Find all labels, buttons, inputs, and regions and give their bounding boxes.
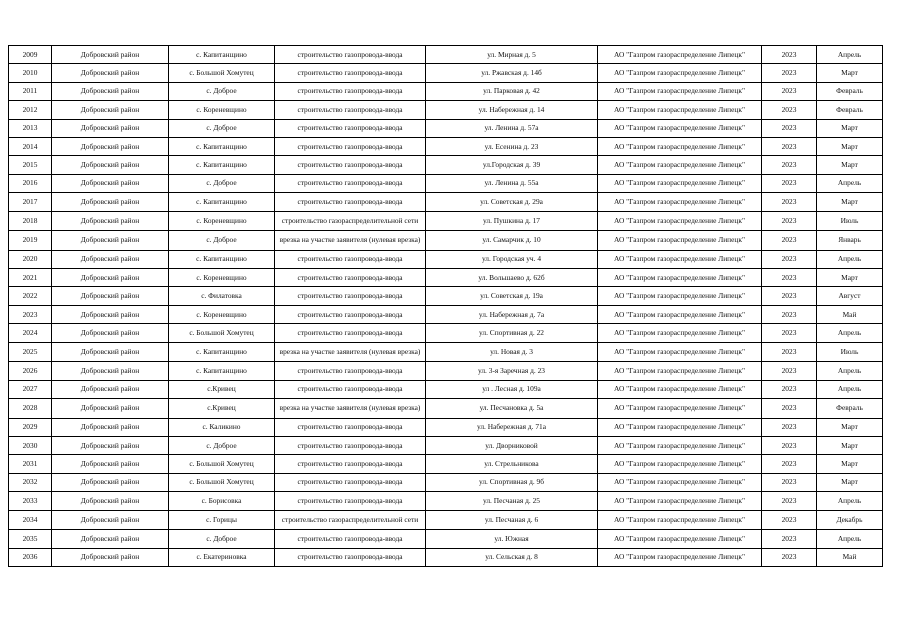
cell-village: с. Капитанщино (169, 342, 275, 362)
cell-work-type: строительство газопровода-ввода (275, 492, 426, 510)
cell-organization: АО "Газпром газораспределение Липецк" (598, 46, 762, 64)
table-row (9, 324, 883, 342)
cell-organization: АО "Газпром газораспределение Липецк" (598, 101, 762, 119)
cell-district: Добровский район (52, 305, 169, 323)
cell-month: Март (817, 119, 883, 137)
cell-organization: АО "Газпром газораспределение Липецк" (598, 324, 762, 342)
cell-month: Июль (817, 211, 883, 231)
cell-year: 2023 (762, 548, 817, 566)
cell-organization: АО "Газпром газораспределение Липецк" (598, 193, 762, 211)
document-page (8, 45, 882, 567)
cell-number: 2019 (9, 231, 52, 251)
cell-village: с. Доброе (169, 437, 275, 455)
cell-month: Апрель (817, 362, 883, 380)
cell-address: ул.Городская д. 39 (426, 156, 598, 174)
cell-month: Август (817, 287, 883, 305)
cell-year: 2023 (762, 437, 817, 455)
cell-number: 2022 (9, 287, 52, 305)
cell-district: Добровский район (52, 530, 169, 548)
table-row (9, 269, 883, 287)
cell-month: Март (817, 455, 883, 473)
cell-address: ул. Спортивная д. 9б (426, 473, 598, 491)
cell-work-type: врезка на участке заявителя (нулевая врезка) (275, 399, 426, 419)
cell-year: 2023 (762, 305, 817, 323)
cell-number: 2029 (9, 418, 52, 436)
cell-address: ул. Песчаная д. 25 (426, 492, 598, 510)
cell-work-type: строительство газопровода-ввода (275, 101, 426, 119)
cell-number: 2030 (9, 437, 52, 455)
cell-number: 2024 (9, 324, 52, 342)
cell-address: ул. Набережная д. 14 (426, 101, 598, 119)
cell-month: Апрель (817, 492, 883, 510)
cell-district: Добровский район (52, 231, 169, 251)
cell-work-type: строительство газораспределительной сети (275, 211, 426, 231)
cell-work-type: строительство газопровода-ввода (275, 137, 426, 155)
table-row (9, 437, 883, 455)
cell-year: 2023 (762, 64, 817, 82)
cell-village: с. Кореневщино (169, 101, 275, 119)
cell-month: Март (817, 473, 883, 491)
table-row (9, 362, 883, 380)
cell-village: с. Кореневщино (169, 305, 275, 323)
cell-organization: АО "Газпром газораспределение Липецк" (598, 437, 762, 455)
cell-village: с. Капитанщино (169, 250, 275, 268)
cell-number: 2031 (9, 455, 52, 473)
cell-district: Добровский район (52, 380, 169, 398)
cell-month: Март (817, 437, 883, 455)
cell-number: 2016 (9, 174, 52, 192)
table-row (9, 211, 883, 231)
cell-number: 2023 (9, 305, 52, 323)
cell-village: с. Доброе (169, 119, 275, 137)
cell-organization: АО "Газпром газораспределение Липецк" (598, 530, 762, 548)
cell-address: ул. Спортивная д. 22 (426, 324, 598, 342)
cell-district: Добровский район (52, 250, 169, 268)
cell-year: 2023 (762, 380, 817, 398)
cell-district: Добровский район (52, 437, 169, 455)
cell-year: 2023 (762, 137, 817, 155)
cell-address: ул. Сельская д. 8 (426, 548, 598, 566)
table-row (9, 530, 883, 548)
cell-work-type: строительство газопровода-ввода (275, 305, 426, 323)
table-row (9, 510, 883, 530)
cell-number: 2027 (9, 380, 52, 398)
cell-village: с. Большой Хомутец (169, 324, 275, 342)
cell-year: 2023 (762, 510, 817, 530)
cell-work-type: строительство газопровода-ввода (275, 269, 426, 287)
table-row (9, 492, 883, 510)
cell-district: Добровский район (52, 510, 169, 530)
cell-village: с. Капитанщино (169, 137, 275, 155)
cell-year: 2023 (762, 156, 817, 174)
cell-number: 2013 (9, 119, 52, 137)
table-row (9, 399, 883, 419)
cell-district: Добровский район (52, 82, 169, 100)
cell-district: Добровский район (52, 418, 169, 436)
cell-month: Декабрь (817, 510, 883, 530)
table-row (9, 156, 883, 174)
table-row (9, 473, 883, 491)
cell-district: Добровский район (52, 492, 169, 510)
cell-address: ул. Советская д. 19а (426, 287, 598, 305)
cell-district: Добровский район (52, 473, 169, 491)
cell-district: Добровский район (52, 342, 169, 362)
cell-organization: АО "Газпром газораспределение Липецк" (598, 342, 762, 362)
cell-year: 2023 (762, 211, 817, 231)
cell-work-type: строительство газопровода-ввода (275, 362, 426, 380)
cell-year: 2023 (762, 455, 817, 473)
cell-month: Май (817, 548, 883, 566)
cell-number: 2018 (9, 211, 52, 231)
gas-connection-table (8, 45, 883, 567)
cell-year: 2023 (762, 193, 817, 211)
cell-month: Март (817, 269, 883, 287)
cell-organization: АО "Газпром газораспределение Липецк" (598, 510, 762, 530)
cell-month: Апрель (817, 46, 883, 64)
cell-address: ул. Ленина д. 55а (426, 174, 598, 192)
cell-district: Добровский район (52, 46, 169, 64)
cell-number: 2009 (9, 46, 52, 64)
cell-number: 2034 (9, 510, 52, 530)
cell-year: 2023 (762, 82, 817, 100)
cell-address: ул. Парковая д. 42 (426, 82, 598, 100)
cell-month: Март (817, 193, 883, 211)
cell-number: 2020 (9, 250, 52, 268)
cell-village: с. Большой Хомутец (169, 473, 275, 491)
cell-village: с. Кореневщино (169, 269, 275, 287)
cell-village: с. Доброе (169, 174, 275, 192)
cell-organization: АО "Газпром газораспределение Липецк" (598, 211, 762, 231)
cell-number: 2026 (9, 362, 52, 380)
cell-month: Апрель (817, 174, 883, 192)
cell-village: с. Капитанщино (169, 193, 275, 211)
cell-address: ул. Южная (426, 530, 598, 548)
table-row (9, 287, 883, 305)
cell-organization: АО "Газпром газораспределение Липецк" (598, 305, 762, 323)
cell-address: ул. Песчановка д. 5а (426, 399, 598, 419)
cell-address: ул. Стрельникова (426, 455, 598, 473)
cell-address: ул. Мирная д. 5 (426, 46, 598, 64)
cell-district: Добровский район (52, 399, 169, 419)
cell-village: с.Кривец (169, 380, 275, 398)
table-row (9, 250, 883, 268)
table-row (9, 305, 883, 323)
cell-village: с. Капитанщино (169, 156, 275, 174)
cell-organization: АО "Газпром газораспределение Липецк" (598, 64, 762, 82)
cell-organization: АО "Газпром газораспределение Липецк" (598, 380, 762, 398)
table-row (9, 193, 883, 211)
cell-work-type: строительство газопровода-ввода (275, 548, 426, 566)
cell-year: 2023 (762, 101, 817, 119)
cell-address: ул. Набережная д. 7а (426, 305, 598, 323)
cell-village: с. Доброе (169, 82, 275, 100)
cell-organization: АО "Газпром газораспределение Липецк" (598, 137, 762, 155)
cell-work-type: строительство газораспределительной сети (275, 510, 426, 530)
cell-year: 2023 (762, 492, 817, 510)
table-body (9, 46, 883, 567)
cell-organization: АО "Газпром газораспределение Липецк" (598, 399, 762, 419)
cell-district: Добровский район (52, 137, 169, 155)
cell-number: 2032 (9, 473, 52, 491)
cell-year: 2023 (762, 250, 817, 268)
cell-address: ул. Песчаная д. 6 (426, 510, 598, 530)
cell-district: Добровский район (52, 455, 169, 473)
cell-address: ул. Есенина д. 23 (426, 137, 598, 155)
cell-work-type: строительство газопровода-ввода (275, 193, 426, 211)
cell-work-type: строительство газопровода-ввода (275, 174, 426, 192)
cell-number: 2021 (9, 269, 52, 287)
cell-month: Апрель (817, 250, 883, 268)
cell-month: Февраль (817, 399, 883, 419)
table-row (9, 174, 883, 192)
cell-village: с. Капитанщино (169, 46, 275, 64)
cell-address: ул. Ленина д. 57а (426, 119, 598, 137)
cell-year: 2023 (762, 418, 817, 436)
cell-work-type: строительство газопровода-ввода (275, 119, 426, 137)
cell-year: 2023 (762, 399, 817, 419)
cell-work-type: строительство газопровода-ввода (275, 418, 426, 436)
table-row (9, 231, 883, 251)
cell-village: с. Большой Хомутец (169, 64, 275, 82)
cell-month: Апрель (817, 380, 883, 398)
cell-work-type: строительство газопровода-ввода (275, 82, 426, 100)
cell-organization: АО "Газпром газораспределение Липецк" (598, 455, 762, 473)
cell-village: с. Борисовка (169, 492, 275, 510)
cell-month: Март (817, 156, 883, 174)
cell-address: ул. Дворниковой (426, 437, 598, 455)
cell-address: ул . Лесная д. 109а (426, 380, 598, 398)
cell-work-type: врезка на участке заявителя (нулевая врезка) (275, 231, 426, 251)
table-row (9, 137, 883, 155)
cell-organization: АО "Газпром газораспределение Липецк" (598, 362, 762, 380)
cell-number: 2036 (9, 548, 52, 566)
cell-address: ул. Ржавская д. 14б (426, 64, 598, 82)
cell-address: ул. Вольшаево д. 62б (426, 269, 598, 287)
cell-district: Добровский район (52, 324, 169, 342)
cell-month: Февраль (817, 82, 883, 100)
cell-month: Май (817, 305, 883, 323)
cell-year: 2023 (762, 119, 817, 137)
cell-village: с. Екатериновка (169, 548, 275, 566)
table-row (9, 82, 883, 100)
table-row (9, 46, 883, 64)
cell-year: 2023 (762, 46, 817, 64)
cell-month: Январь (817, 231, 883, 251)
cell-work-type: строительство газопровода-ввода (275, 324, 426, 342)
cell-number: 2025 (9, 342, 52, 362)
cell-month: Апрель (817, 530, 883, 548)
cell-district: Добровский район (52, 119, 169, 137)
cell-work-type: строительство газопровода-ввода (275, 530, 426, 548)
cell-address: ул. Пушкина д. 17 (426, 211, 598, 231)
cell-district: Добровский район (52, 64, 169, 82)
cell-month: Февраль (817, 101, 883, 119)
cell-organization: АО "Газпром газораспределение Липецк" (598, 82, 762, 100)
cell-village: с. Доброе (169, 231, 275, 251)
cell-number: 2015 (9, 156, 52, 174)
cell-village: с. Доброе (169, 530, 275, 548)
cell-work-type: строительство газопровода-ввода (275, 250, 426, 268)
cell-month: Март (817, 64, 883, 82)
cell-work-type: врезка на участке заявителя (нулевая врезка) (275, 342, 426, 362)
cell-village: с.Кривец (169, 399, 275, 419)
cell-address: ул. Набережная д. 71а (426, 418, 598, 436)
cell-number: 2033 (9, 492, 52, 510)
cell-district: Добровский район (52, 362, 169, 380)
cell-number: 2011 (9, 82, 52, 100)
cell-village: с. Филатовка (169, 287, 275, 305)
table-row (9, 548, 883, 566)
cell-district: Добровский район (52, 101, 169, 119)
cell-month: Март (817, 137, 883, 155)
table-row (9, 455, 883, 473)
cell-work-type: строительство газопровода-ввода (275, 380, 426, 398)
cell-organization: АО "Газпром газораспределение Липецк" (598, 231, 762, 251)
cell-district: Добровский район (52, 548, 169, 566)
cell-district: Добровский район (52, 156, 169, 174)
cell-address: ул. 3-я Заречная д. 23 (426, 362, 598, 380)
cell-number: 2035 (9, 530, 52, 548)
cell-year: 2023 (762, 530, 817, 548)
cell-work-type: строительство газопровода-ввода (275, 46, 426, 64)
cell-organization: АО "Газпром газораспределение Липецк" (598, 548, 762, 566)
cell-year: 2023 (762, 324, 817, 342)
cell-organization: АО "Газпром газораспределение Липецк" (598, 418, 762, 436)
cell-organization: АО "Газпром газораспределение Липецк" (598, 174, 762, 192)
table-row (9, 380, 883, 398)
cell-work-type: строительство газопровода-ввода (275, 437, 426, 455)
cell-year: 2023 (762, 269, 817, 287)
cell-district: Добровский район (52, 193, 169, 211)
cell-district: Добровский район (52, 287, 169, 305)
cell-organization: АО "Газпром газораспределение Липецк" (598, 250, 762, 268)
cell-number: 2010 (9, 64, 52, 82)
cell-month: Июль (817, 342, 883, 362)
cell-address: ул. Самарчик д. 10 (426, 231, 598, 251)
cell-organization: АО "Газпром газораспределение Липецк" (598, 156, 762, 174)
cell-address: ул. Советская д. 29а (426, 193, 598, 211)
cell-organization: АО "Газпром газораспределение Липецк" (598, 269, 762, 287)
table-row (9, 119, 883, 137)
cell-work-type: строительство газопровода-ввода (275, 156, 426, 174)
cell-organization: АО "Газпром газораспределение Липецк" (598, 287, 762, 305)
cell-district: Добровский район (52, 174, 169, 192)
cell-organization: АО "Газпром газораспределение Липецк" (598, 473, 762, 491)
cell-month: Апрель (817, 324, 883, 342)
table-row (9, 418, 883, 436)
cell-village: с. Кореневщино (169, 211, 275, 231)
cell-number: 2028 (9, 399, 52, 419)
cell-month: Март (817, 418, 883, 436)
cell-village: с. Горицы (169, 510, 275, 530)
cell-work-type: строительство газопровода-ввода (275, 473, 426, 491)
table-row (9, 101, 883, 119)
cell-work-type: строительство газопровода-ввода (275, 287, 426, 305)
cell-address: ул. Городская уч. 4 (426, 250, 598, 268)
cell-district: Добровский район (52, 269, 169, 287)
cell-number: 2017 (9, 193, 52, 211)
cell-village: с. Каликино (169, 418, 275, 436)
cell-village: с. Капитанщино (169, 362, 275, 380)
cell-number: 2012 (9, 101, 52, 119)
cell-district: Добровский район (52, 211, 169, 231)
cell-year: 2023 (762, 287, 817, 305)
cell-year: 2023 (762, 231, 817, 251)
cell-year: 2023 (762, 174, 817, 192)
cell-village: с. Большой Хомутец (169, 455, 275, 473)
cell-work-type: строительство газопровода-ввода (275, 64, 426, 82)
cell-work-type: строительство газопровода-ввода (275, 455, 426, 473)
table-row (9, 64, 883, 82)
cell-organization: АО "Газпром газораспределение Липецк" (598, 492, 762, 510)
cell-year: 2023 (762, 342, 817, 362)
table-row (9, 342, 883, 362)
cell-organization: АО "Газпром газораспределение Липецк" (598, 119, 762, 137)
cell-address: ул. Новая д. 3 (426, 342, 598, 362)
cell-number: 2014 (9, 137, 52, 155)
cell-year: 2023 (762, 473, 817, 491)
cell-year: 2023 (762, 362, 817, 380)
